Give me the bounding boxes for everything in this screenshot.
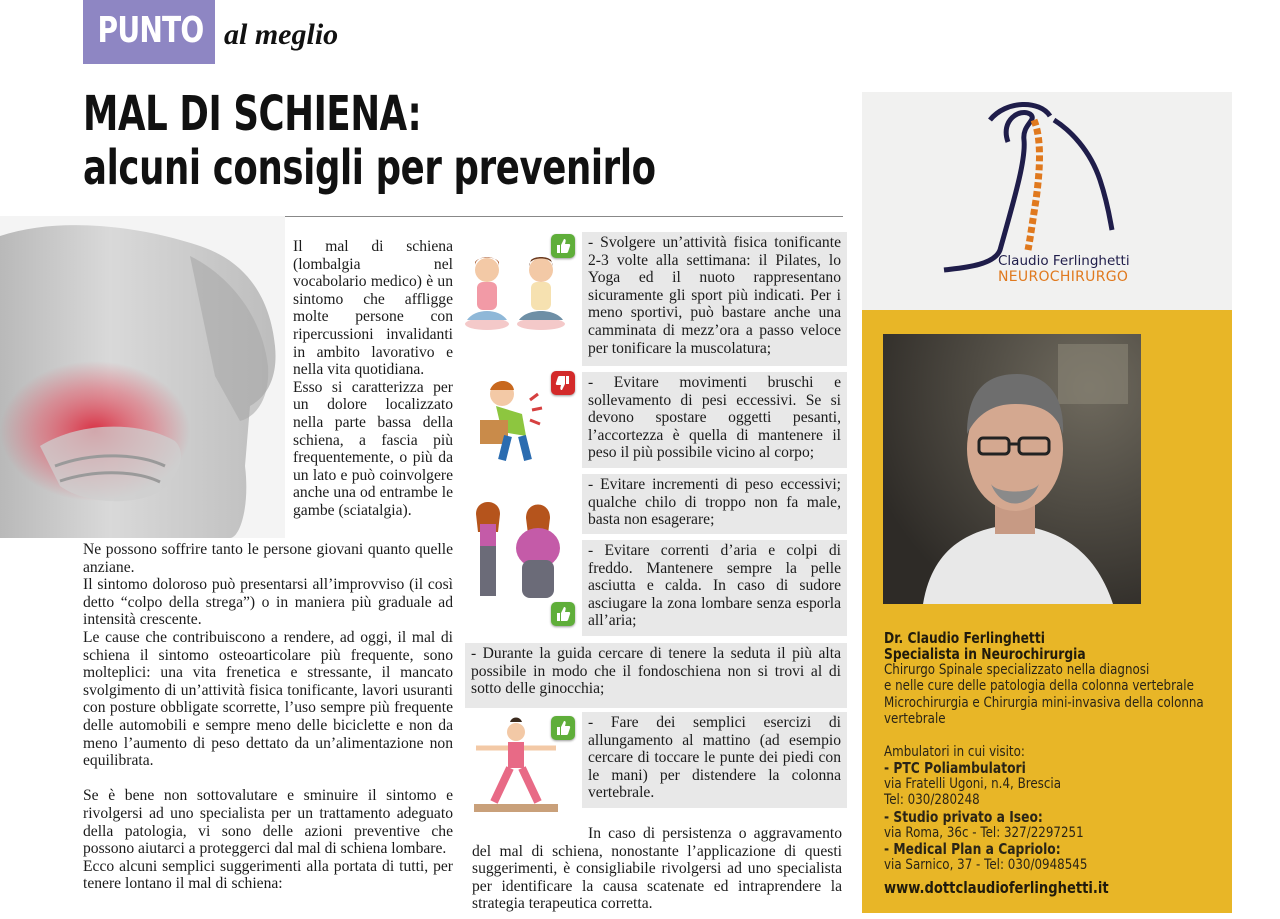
article-intro <box>293 238 453 520</box>
lifting-illustration <box>472 380 552 466</box>
doctor-photo <box>883 334 1141 604</box>
clinic-name: - Studio privato a Iseo: <box>884 807 1043 826</box>
conclusion-paragraph: In caso di persistenza o aggravamento del mal di schiena, nonostante l’applicazione di questi suggerimenti, è consigliabile rivolgersi ad uno specialista per identificare la causa scatenate ed intraprendere la strategia terapeutica corretta. <box>472 825 842 913</box>
ambulatori-label: Ambulatori in cui visito: <box>884 743 1025 760</box>
body-paragraph: Se è bene non sottovalutare e sminuire il sintomo e rivolgersi ad uno specialista per un trattamento adeguato della patologia, vi sono delle azioni preventive che possono aiutarci a proteggerci dal mal di schiena lombare. <box>83 787 453 858</box>
thumbs-down-icon <box>551 371 575 395</box>
article-title-line2: alcuni consigli per prevenirlo <box>83 140 656 196</box>
doctor-description: Microchirurgia e Chirurgia mini-invasiva della colonna <box>884 694 1204 711</box>
tip-box: - Evitare incrementi di peso eccessivi; qualche chilo di troppo non fa male, basta non esagerare; <box>582 474 847 534</box>
stretching-illustration <box>470 716 562 816</box>
tip-box: - Evitare movimenti bruschi e sollevamento di pesi eccessivi. Se si devono spostare oggetti pesanti, l’accortezza è quella di mantenere il peso il più possibile vicino al corpo; <box>582 372 847 468</box>
tip-box: - Svolgere un’attività fisica tonificante 2-3 volte alla settimana: il Pilates, lo Yoga ed il nuoto rappresentano sicuramente gli sport più indicati. Per i meno sportivi, può bastare anche una camminata di mezz’ora a passo veloce per tonificare la muscolatura; <box>582 232 847 366</box>
logo-role: NEUROCHIRURGO <box>998 269 1129 285</box>
article-title-line1: MAL DI SCHIENA: <box>83 86 422 142</box>
section-label: PUNTO <box>97 10 204 51</box>
tip-box: - Evitare correnti d’aria e colpi di freddo. Mantenere sempre la pelle asciutta e calda. In caso di sudore asciugare la zona lombare senza esporla all’aria; <box>582 540 847 636</box>
clinic-name: - PTC Poliambulatori <box>884 759 1026 778</box>
doctor-description: e nelle cure delle patologia della colonna vertebrale <box>884 678 1194 695</box>
doctor-name: Dr. Claudio Ferlinghetti <box>884 629 1045 647</box>
body-paragraph: Ecco alcuni semplici suggerimenti alla portata di tutti, per tenere lontano il mal di schiena: <box>83 857 453 893</box>
doctor-info <box>884 630 1224 896</box>
thumbs-up-icon <box>551 716 575 740</box>
tip-box: - Durante la guida cercare di tenere la seduta il più alta possibile in modo che il fondoschiena non si trovi al di sotto delle ginocchia; <box>465 643 847 708</box>
back-pain-photo <box>0 216 285 538</box>
website-link[interactable]: www.dottclaudioferlinghetti.it <box>884 877 1109 897</box>
weight-illustration <box>470 498 562 602</box>
intro-paragraph: Il mal di schiena (lombalgia nel vocabolario medico) è un sintomo che affligge molte persone con ripercussioni invalidanti in ambito lavorativo e nella vita quotidiana. <box>293 238 453 379</box>
clinic-name: - Medical Plan a Capriolo: <box>884 840 1061 859</box>
body-paragraph: Il sintomo doloroso può presentarsi all’improvviso (il così detto “colpo della strega”) o in maniera più graduale ad intensità crescente. <box>83 576 453 629</box>
clinic-phone: Tel: 030/280248 <box>884 792 980 809</box>
body-paragraph: Ne possono soffrire tanto le persone giovani quanto quelle anziane. <box>83 541 453 576</box>
article-conclusion <box>472 825 842 913</box>
doctor-description: vertebrale <box>884 711 946 728</box>
logo-name: Claudio Ferlinghetti <box>998 253 1130 269</box>
yoga-illustration <box>465 248 573 332</box>
clinic-address: via Sarnico, 37 - Tel: 030/0948545 <box>884 857 1088 874</box>
article-body <box>83 541 453 893</box>
clinic-address: via Roma, 36c - Tel: 327/2297251 <box>884 824 1084 841</box>
intro-paragraph: Esso si caratterizza per un dolore localizzato nella parte bassa della schiena, a fascia più frequentemente, o più da un lato e può coinvolgere anche una od entrambe le gambe (sciatalgia). <box>293 378 453 519</box>
subsection-label: al meglio <box>224 18 339 51</box>
body-paragraph: Le cause che contribuiscono a rendere, ad oggi, il mal di schiena il sintomo osteoarticolare più frequente, sono molteplici: una vita frenetica e stressante, il mancato svolgimento di un’attività fisica tonificante, lavori usuranti con posture obbligate scorrette, l’uso sempre più frequente delle automobili e sempre meno delle biciclette e non da meno l’aumento di peso dettato da un’alimentazione non equilibrata. <box>83 628 453 770</box>
thumbs-up-icon <box>551 602 575 626</box>
thumbs-up-icon <box>551 234 575 258</box>
clinic-address: via Fratelli Ugoni, n.4, Brescia <box>884 776 1062 793</box>
doctor-specialty: Specialista in Neurochirurgia <box>884 645 1086 663</box>
doctor-description: Chirurgo Spinale specializzato nella diagnosi <box>884 662 1150 678</box>
tip-box: - Fare dei semplici esercizi di allungamento al mattino (ad esempio cercare di toccare le punte dei piedi con le mani) per distendere la colonna vertebrale. <box>582 712 847 808</box>
